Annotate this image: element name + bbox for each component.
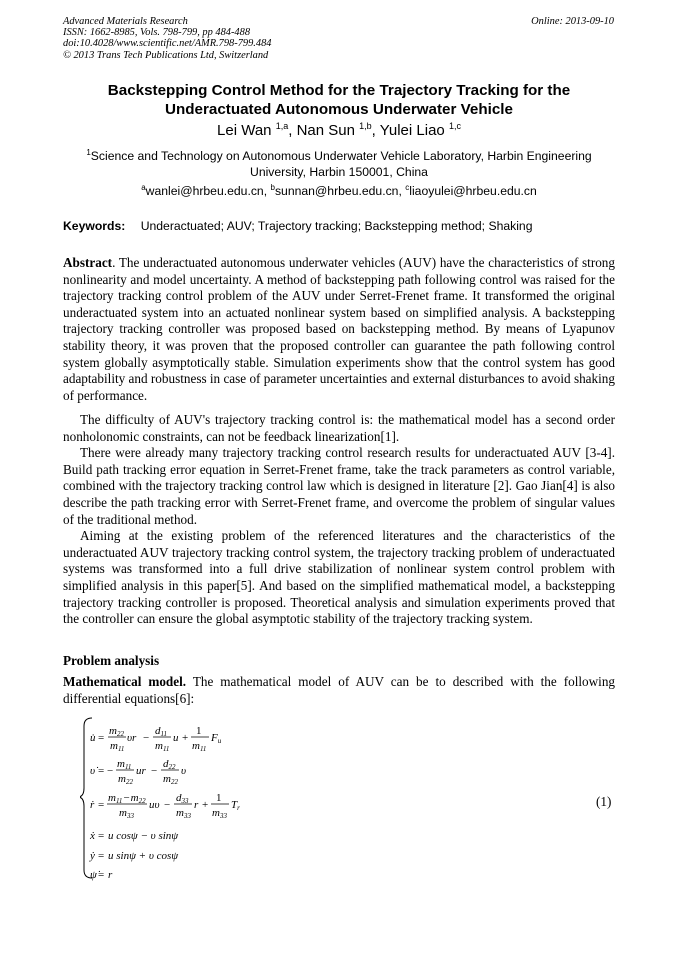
eq-sign: = — [98, 850, 105, 862]
affil-line-1: Science and Technology on Autonomous Underwater Vehicle Laboratory, Harbin Engineering — [90, 149, 592, 163]
email-address[interactable]: wanlei@hrbeu.edu.cn — [145, 184, 264, 198]
eq-sign: = — [98, 732, 105, 744]
equation-number: (1) — [596, 794, 612, 809]
author-list: Lei Wan $^{1,a}$, Nan Sun $^{1,b}$, Yulei Liao $^{1,c}$ — [217, 121, 461, 139]
eq-sign: = — [98, 799, 105, 811]
frac-den-m33: m33 — [176, 807, 191, 820]
doi-line: doi:10.4028/www.scientific.net/AMR.798-799.484 — [63, 38, 272, 50]
frac-den-m33: m33 — [212, 807, 227, 820]
equation-system-svg — [80, 716, 620, 886]
lhs-v-dot: υ̇ — [90, 765, 96, 777]
abstract-label: Abstract — [63, 255, 113, 270]
email-mark: a — [141, 183, 146, 192]
minus-sign: − — [107, 765, 114, 777]
rhs-x-dot: u cosψ − υ sinψ — [108, 830, 179, 842]
abstract — [63, 255, 615, 404]
term-ur: ur — [136, 765, 146, 777]
frac-den-m22: m22 — [118, 773, 133, 786]
term-v: υ — [181, 765, 187, 777]
frac-den-m11: m11 — [110, 740, 125, 753]
keywords — [63, 219, 615, 234]
author-affil-mark: 1,c — [448, 121, 461, 131]
issn-line: ISSN: 1662-8985, Vols. 798-799, pp 484-488 — [63, 27, 251, 39]
plus-sign: + — [182, 732, 189, 744]
lhs-r-dot: ṙ — [90, 799, 95, 811]
minus-sign: − — [151, 765, 158, 777]
rhs-y-dot: u sinψ + υ cosψ — [108, 850, 179, 862]
keywords-text: Underactuated; AUV; Trajectory tracking; Backstepping method; Shaking — [140, 219, 533, 233]
eq-sign: = — [98, 765, 105, 777]
email-list: $^a$wanlei@hrbeu.edu.cn, $^b$sunnan@hrbeu.edu.cn, $^c$liaoyulei@hrbeu.edu.cn — [141, 183, 537, 198]
frac-den-m33: m33 — [119, 807, 134, 820]
abstract-text: . The underactuated autonomous underwater vehicles (AUV) have the characteristics of strong nonlinearity and model uncertainty. A method of backstepping path following control was raised for the trajectory tracking control problem of the AUV under Serret-Frenet frame. It transformed the original underactuated system into an actuated nonlinear system based on simplified analysis. A backstepping trajectory tracking controller was proposed based on backstepping method. By means of Lyapunov stability theory, it was proven that the proposed controller can guarantee the path following control system globally asymptotically stable. Simulation experiments show that the control system has good adaptability and robustness in case of parameter uncertainties and external disturbances to avoid shaking of performance. — [63, 255, 615, 403]
author-affil-mark: 1,a — [275, 121, 289, 131]
author-affil-mark: 1,b — [359, 121, 372, 131]
term-Fu: Fu — [211, 732, 222, 745]
intro-paragraph-1: The difficulty of AUV's trajectory tracking control is: the mathematical model has a second order nonholonomic constraints, can not be feedback linearization[1]. — [63, 412, 615, 444]
paper-title — [63, 81, 615, 119]
title-line-2: Underactuated Autonomous Underwater Vehicle — [165, 101, 513, 118]
intro-paragraph-2: There were already many trajectory tracking control research results for underactuated AUV [3-4]. Build path tracking error equation in Serret-Frenet frame, take the track parameters as control variable, combined with the trajectory tracking control law which is designed in literature [2]. Gao Jian[4] is also describe the path tracking error with Serret-Frenet frame, and overcome the problem of singular values of the traditional method. — [63, 445, 615, 527]
frac-den-m22: m22 — [163, 773, 178, 786]
minus-sign: − — [164, 799, 171, 811]
subsection-heading: Mathematical model. — [63, 674, 187, 689]
email-mark: b — [270, 183, 275, 192]
lhs-x-dot: ẋ — [90, 830, 95, 842]
term-u: u — [173, 732, 179, 744]
frac-num-m11-minus-m22: m11−m22 — [108, 792, 146, 805]
term-vr: υr — [127, 732, 137, 744]
affil-mark: 1 — [86, 148, 91, 157]
section-heading: Problem analysis — [63, 653, 160, 668]
intro-paragraph-3: Aiming at the existing problem of the referenced literatures and the characteristics of the underactuated AUV trajectory tracking control system, the trajectory tracking problem of underactuated systems was transformed into a full drive stabilization of nonlinear system control problem with simplified analysis in this paper[5]. And based on the simplified mathematical model, a backstepping trajectory tracking controller is proposed. Theoretical analysis and simulation experiments proved that the controller can ensure the global asymptotic stability of the trajectory tracking system. — [63, 528, 615, 627]
plus-sign: + — [202, 799, 209, 811]
email-address[interactable]: liaoyulei@hrbeu.edu.cn — [409, 184, 537, 198]
online-date: Online: 2013-09-10 — [531, 16, 614, 27]
minus-sign: − — [143, 732, 150, 744]
lhs-u-dot: u̇ — [90, 732, 96, 744]
equation-1 — [80, 716, 620, 886]
frac-num-d22: d22 — [163, 758, 176, 771]
keywords-label: Keywords: — [63, 219, 126, 233]
title-line-1: Backstepping Control Method for the Trajectory Tracking for the — [107, 82, 571, 99]
frac-num-d33: d33 — [176, 792, 189, 805]
math-model-text: The mathematical model of AUV can be to described with the following differential equations[6]: — [63, 674, 616, 706]
eq-sign: = — [98, 869, 105, 881]
rhs-psi-dot: r — [108, 869, 113, 881]
introduction — [63, 412, 615, 628]
lhs-y-dot: ẏ — [90, 850, 95, 862]
frac-num-m11: m11 — [117, 758, 132, 771]
affiliation — [63, 149, 615, 180]
frac-num-m22: m22 — [109, 725, 124, 738]
copyright-line: © 2013 Trans Tech Publications Ltd, Switzerland — [63, 49, 269, 61]
frac-num-one: 1 — [196, 725, 202, 737]
term-r: r — [194, 799, 199, 811]
eq-sign: = — [98, 830, 105, 842]
journal-name: Advanced Materials Research — [63, 16, 188, 27]
frac-num-one: 1 — [216, 792, 222, 804]
term-uv: uυ — [149, 799, 160, 811]
author-name: Yulei Liao — [379, 122, 445, 139]
affil-line-2: University, Harbin 150001, China — [250, 164, 428, 179]
frac-num-d11: d11 — [155, 725, 167, 738]
author-name: Nan Sun — [296, 122, 355, 139]
journal-meta — [63, 16, 271, 61]
author-name: Lei Wan — [217, 122, 272, 139]
email-address[interactable]: sunnan@hrbeu.edu.cn — [274, 184, 399, 198]
frac-den-m11: m11 — [192, 740, 207, 753]
frac-den-m11: m11 — [155, 740, 170, 753]
math-model-paragraph — [63, 674, 615, 707]
email-mark: c — [405, 183, 410, 192]
term-Tr: Tr — [231, 799, 240, 812]
lhs-psi-dot: ψ̇ — [90, 869, 97, 881]
